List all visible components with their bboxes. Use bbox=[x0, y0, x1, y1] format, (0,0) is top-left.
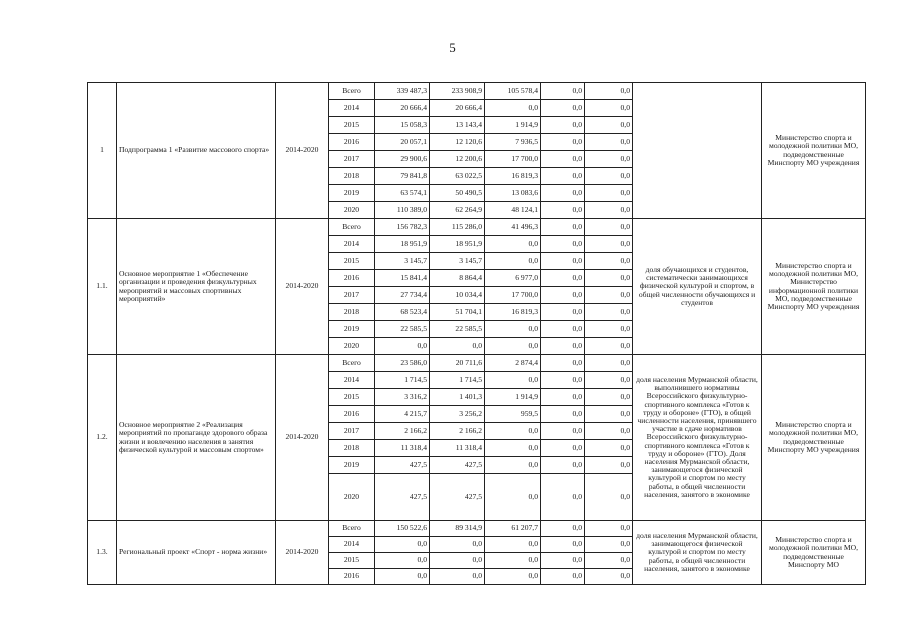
row-value-c5: 0,0 bbox=[585, 569, 633, 585]
row-value-c5: 0,0 bbox=[585, 117, 633, 134]
row-year: 2015 bbox=[329, 389, 375, 406]
row-value-c3: 0,0 bbox=[485, 236, 541, 253]
row-value-c2: 115 286,0 bbox=[430, 219, 485, 236]
row-year: 2014 bbox=[329, 236, 375, 253]
row-value-c5: 0,0 bbox=[585, 372, 633, 389]
row-value-c2: 63 022,5 bbox=[430, 168, 485, 185]
row-value-c2: 51 704,1 bbox=[430, 304, 485, 321]
row-value-c1: 427,5 bbox=[375, 457, 430, 474]
section-name: Региональный проект «Спорт - норма жизни» bbox=[117, 521, 276, 585]
row-value-c1: 0,0 bbox=[375, 537, 430, 553]
row-value-c1: 2 166,2 bbox=[375, 423, 430, 440]
row-value-c1: 68 523,4 bbox=[375, 304, 430, 321]
row-value-c5: 0,0 bbox=[585, 236, 633, 253]
row-year: 2020 bbox=[329, 474, 375, 521]
row-value-c1: 0,0 bbox=[375, 338, 430, 355]
row-value-c2: 89 314,9 bbox=[430, 521, 485, 537]
row-value-c3: 61 207,7 bbox=[485, 521, 541, 537]
row-value-c3: 2 874,4 bbox=[485, 355, 541, 372]
row-value-c1: 3 145,7 bbox=[375, 253, 430, 270]
row-year: 2019 bbox=[329, 185, 375, 202]
row-value-c3: 1 914,9 bbox=[485, 389, 541, 406]
row-value-c4: 0,0 bbox=[541, 100, 585, 117]
row-value-c1: 15 058,3 bbox=[375, 117, 430, 134]
row-value-c4: 0,0 bbox=[541, 185, 585, 202]
row-value-c3: 0,0 bbox=[485, 423, 541, 440]
row-value-c4: 0,0 bbox=[541, 521, 585, 537]
row-value-c3: 0,0 bbox=[485, 457, 541, 474]
row-value-c4: 0,0 bbox=[541, 406, 585, 423]
row-value-c3: 0,0 bbox=[485, 338, 541, 355]
row-value-c5: 0,0 bbox=[585, 134, 633, 151]
row-value-c2: 0,0 bbox=[430, 338, 485, 355]
row-value-c4: 0,0 bbox=[541, 83, 585, 100]
row-value-c2: 1 401,3 bbox=[430, 389, 485, 406]
row-value-c4: 0,0 bbox=[541, 304, 585, 321]
row-value-c3: 7 936,5 bbox=[485, 134, 541, 151]
row-value-c3: 17 700,0 bbox=[485, 151, 541, 168]
section-indicator: доля населения Мурманской области, занимающегося физической культурой и спортом по месту работы, в общей численности населения, занятого в экономике bbox=[633, 521, 762, 585]
row-value-c1: 18 951,9 bbox=[375, 236, 430, 253]
table-row bbox=[88, 355, 866, 372]
row-year: 2018 bbox=[329, 304, 375, 321]
row-value-c1: 0,0 bbox=[375, 569, 430, 585]
row-value-c1: 427,5 bbox=[375, 474, 430, 521]
row-value-c4: 0,0 bbox=[541, 537, 585, 553]
row-value-c5: 0,0 bbox=[585, 321, 633, 338]
row-value-c5: 0,0 bbox=[585, 440, 633, 457]
program-table-body bbox=[88, 83, 866, 585]
row-value-c2: 13 143,4 bbox=[430, 117, 485, 134]
row-value-c1: 0,0 bbox=[375, 553, 430, 569]
row-value-c4: 0,0 bbox=[541, 287, 585, 304]
row-year: 2016 bbox=[329, 406, 375, 423]
row-value-c2: 10 034,4 bbox=[430, 287, 485, 304]
section-period: 2014-2020 bbox=[276, 219, 329, 355]
section-name: Подпрограмма 1 «Развитие массового спорта» bbox=[117, 83, 276, 219]
row-value-c5: 0,0 bbox=[585, 406, 633, 423]
row-value-c1: 27 734,4 bbox=[375, 287, 430, 304]
table-row bbox=[88, 521, 866, 537]
section-executor: Министерство спорта и молодежной политики МО, Министерство информационной политики МО, подведомственные Минспорту МО учреждения bbox=[762, 219, 866, 355]
row-value-c3: 0,0 bbox=[485, 321, 541, 338]
row-year: 2017 bbox=[329, 423, 375, 440]
row-year: 2015 bbox=[329, 553, 375, 569]
row-value-c5: 0,0 bbox=[585, 83, 633, 100]
row-value-c4: 0,0 bbox=[541, 423, 585, 440]
row-year: Всего bbox=[329, 355, 375, 372]
row-value-c3: 6 977,0 bbox=[485, 270, 541, 287]
row-value-c5: 0,0 bbox=[585, 270, 633, 287]
row-value-c3: 0,0 bbox=[485, 569, 541, 585]
row-value-c4: 0,0 bbox=[541, 440, 585, 457]
row-value-c1: 3 316,2 bbox=[375, 389, 430, 406]
row-year: 2020 bbox=[329, 202, 375, 219]
row-value-c2: 11 318,4 bbox=[430, 440, 485, 457]
row-value-c4: 0,0 bbox=[541, 219, 585, 236]
row-value-c1: 15 841,4 bbox=[375, 270, 430, 287]
row-value-c3: 0,0 bbox=[485, 537, 541, 553]
row-year: 2018 bbox=[329, 440, 375, 457]
row-value-c2: 12 200,6 bbox=[430, 151, 485, 168]
row-value-c2: 3 145,7 bbox=[430, 253, 485, 270]
row-value-c1: 63 574,1 bbox=[375, 185, 430, 202]
row-value-c2: 12 120,6 bbox=[430, 134, 485, 151]
section-executor: Министерство спорта и молодежной политики МО, подведомственные Минспорту МО bbox=[762, 521, 866, 585]
row-value-c2: 22 585,5 bbox=[430, 321, 485, 338]
row-value-c3: 48 124,1 bbox=[485, 202, 541, 219]
row-value-c2: 0,0 bbox=[430, 553, 485, 569]
row-value-c2: 233 908,9 bbox=[430, 83, 485, 100]
row-value-c5: 0,0 bbox=[585, 100, 633, 117]
row-value-c1: 156 782,3 bbox=[375, 219, 430, 236]
section-executor: Министерство спорта и молодежной политики МО, подведомственные Минспорту МО учреждения bbox=[762, 83, 866, 219]
row-value-c3: 0,0 bbox=[485, 100, 541, 117]
row-value-c5: 0,0 bbox=[585, 474, 633, 521]
row-year: 2017 bbox=[329, 287, 375, 304]
row-value-c2: 18 951,9 bbox=[430, 236, 485, 253]
row-value-c2: 0,0 bbox=[430, 537, 485, 553]
row-value-c1: 23 586,0 bbox=[375, 355, 430, 372]
section-name: Основное мероприятие 2 «Реализация мероприятий по пропаганде здорового образа жизни и вовлечению населения в занятия физической культурой и массовым спортом» bbox=[117, 355, 276, 521]
row-value-c2: 3 256,2 bbox=[430, 406, 485, 423]
section-indicator: доля обучающихся и студентов, систематически занимающихся физической культурой и спортом, в общей численности обучающихся и студентов bbox=[633, 219, 762, 355]
row-value-c3: 17 700,0 bbox=[485, 287, 541, 304]
row-value-c5: 0,0 bbox=[585, 457, 633, 474]
table-row bbox=[88, 83, 866, 100]
row-value-c5: 0,0 bbox=[585, 287, 633, 304]
row-value-c1: 110 389,0 bbox=[375, 202, 430, 219]
row-value-c4: 0,0 bbox=[541, 457, 585, 474]
row-value-c5: 0,0 bbox=[585, 355, 633, 372]
row-value-c4: 0,0 bbox=[541, 553, 585, 569]
row-value-c2: 50 490,5 bbox=[430, 185, 485, 202]
row-year: 2014 bbox=[329, 100, 375, 117]
row-value-c4: 0,0 bbox=[541, 151, 585, 168]
row-year: 2015 bbox=[329, 253, 375, 270]
row-value-c2: 20 711,6 bbox=[430, 355, 485, 372]
page-number: 5 bbox=[449, 40, 456, 55]
row-value-c1: 150 522,6 bbox=[375, 521, 430, 537]
row-value-c3: 959,5 bbox=[485, 406, 541, 423]
row-year: 2016 bbox=[329, 270, 375, 287]
row-value-c5: 0,0 bbox=[585, 304, 633, 321]
section-executor: Министерство спорта и молодежной политики МО, подведомственные Минспорту МО учреждения bbox=[762, 355, 866, 521]
row-value-c2: 0,0 bbox=[430, 569, 485, 585]
row-value-c5: 0,0 bbox=[585, 253, 633, 270]
row-value-c2: 20 666,4 bbox=[430, 100, 485, 117]
section-period: 2014-2020 bbox=[276, 355, 329, 521]
row-value-c5: 0,0 bbox=[585, 389, 633, 406]
section-number: 1.1. bbox=[88, 219, 117, 355]
row-value-c5: 0,0 bbox=[585, 202, 633, 219]
row-value-c3: 41 496,3 bbox=[485, 219, 541, 236]
program-table bbox=[87, 82, 866, 585]
section-period: 2014-2020 bbox=[276, 83, 329, 219]
row-value-c4: 0,0 bbox=[541, 321, 585, 338]
row-value-c3: 16 819,3 bbox=[485, 304, 541, 321]
row-value-c4: 0,0 bbox=[541, 338, 585, 355]
row-value-c3: 105 578,4 bbox=[485, 83, 541, 100]
row-value-c5: 0,0 bbox=[585, 521, 633, 537]
row-value-c5: 0,0 bbox=[585, 338, 633, 355]
row-year: 2016 bbox=[329, 134, 375, 151]
row-value-c2: 427,5 bbox=[430, 457, 485, 474]
row-value-c2: 1 714,5 bbox=[430, 372, 485, 389]
row-value-c4: 0,0 bbox=[541, 372, 585, 389]
row-value-c4: 0,0 bbox=[541, 389, 585, 406]
row-value-c2: 2 166,2 bbox=[430, 423, 485, 440]
row-value-c2: 427,5 bbox=[430, 474, 485, 521]
row-year: 2017 bbox=[329, 151, 375, 168]
row-value-c4: 0,0 bbox=[541, 236, 585, 253]
row-value-c3: 0,0 bbox=[485, 372, 541, 389]
row-value-c4: 0,0 bbox=[541, 355, 585, 372]
row-value-c4: 0,0 bbox=[541, 202, 585, 219]
row-value-c5: 0,0 bbox=[585, 423, 633, 440]
row-year: 2018 bbox=[329, 168, 375, 185]
section-number: 1.2. bbox=[88, 355, 117, 521]
row-value-c3: 0,0 bbox=[485, 553, 541, 569]
section-indicator: доля населения Мурманской области, выполнившего нормативы Всероссийского физкультурно-спортивного комплекса «Готов к труду и обороне» (ГТО), в общей численности населения, принявшего участие в сдаче нормативов Всероссийского физкультурно-спортивного комплекса «Готов к труду и обороне» (ГТО). Доля населения Мурманской области, занимающегося физической культурой и спортом по месту работы, в общей численности населения, занятого в экономике bbox=[633, 355, 762, 521]
row-value-c2: 8 864,4 bbox=[430, 270, 485, 287]
section-number: 1.3. bbox=[88, 521, 117, 585]
row-value-c1: 20 057,1 bbox=[375, 134, 430, 151]
row-value-c4: 0,0 bbox=[541, 270, 585, 287]
row-value-c1: 4 215,7 bbox=[375, 406, 430, 423]
section-indicator bbox=[633, 83, 762, 219]
row-year: Всего bbox=[329, 521, 375, 537]
row-value-c3: 1 914,9 bbox=[485, 117, 541, 134]
row-value-c4: 0,0 bbox=[541, 134, 585, 151]
row-year: 2019 bbox=[329, 321, 375, 338]
section-name: Основное мероприятие 1 «Обеспечение организации и проведения физкультурных мероприятий и массовых спортивных мероприятий» bbox=[117, 219, 276, 355]
table-row bbox=[88, 219, 866, 236]
row-value-c1: 11 318,4 bbox=[375, 440, 430, 457]
row-year: 2019 bbox=[329, 457, 375, 474]
row-value-c4: 0,0 bbox=[541, 168, 585, 185]
section-period: 2014-2020 bbox=[276, 521, 329, 585]
row-value-c3: 13 083,6 bbox=[485, 185, 541, 202]
row-year: 2020 bbox=[329, 338, 375, 355]
row-value-c5: 0,0 bbox=[585, 168, 633, 185]
row-value-c1: 29 900,6 bbox=[375, 151, 430, 168]
row-value-c3: 0,0 bbox=[485, 440, 541, 457]
row-value-c5: 0,0 bbox=[585, 553, 633, 569]
row-value-c5: 0,0 bbox=[585, 537, 633, 553]
row-value-c1: 339 487,3 bbox=[375, 83, 430, 100]
row-value-c4: 0,0 bbox=[541, 253, 585, 270]
row-value-c4: 0,0 bbox=[541, 569, 585, 585]
section-number: 1 bbox=[88, 83, 117, 219]
row-value-c5: 0,0 bbox=[585, 151, 633, 168]
row-year: 2015 bbox=[329, 117, 375, 134]
row-value-c2: 62 264,9 bbox=[430, 202, 485, 219]
row-value-c3: 0,0 bbox=[485, 474, 541, 521]
row-year: 2014 bbox=[329, 537, 375, 553]
row-value-c5: 0,0 bbox=[585, 219, 633, 236]
row-value-c4: 0,0 bbox=[541, 117, 585, 134]
row-value-c4: 0,0 bbox=[541, 474, 585, 521]
row-year: Всего bbox=[329, 83, 375, 100]
row-value-c5: 0,0 bbox=[585, 185, 633, 202]
row-year: 2016 bbox=[329, 569, 375, 585]
row-value-c3: 16 819,3 bbox=[485, 168, 541, 185]
row-year: 2014 bbox=[329, 372, 375, 389]
row-value-c1: 22 585,5 bbox=[375, 321, 430, 338]
row-value-c3: 0,0 bbox=[485, 253, 541, 270]
row-value-c1: 1 714,5 bbox=[375, 372, 430, 389]
row-year: Всего bbox=[329, 219, 375, 236]
row-value-c1: 20 666,4 bbox=[375, 100, 430, 117]
row-value-c1: 79 841,8 bbox=[375, 168, 430, 185]
